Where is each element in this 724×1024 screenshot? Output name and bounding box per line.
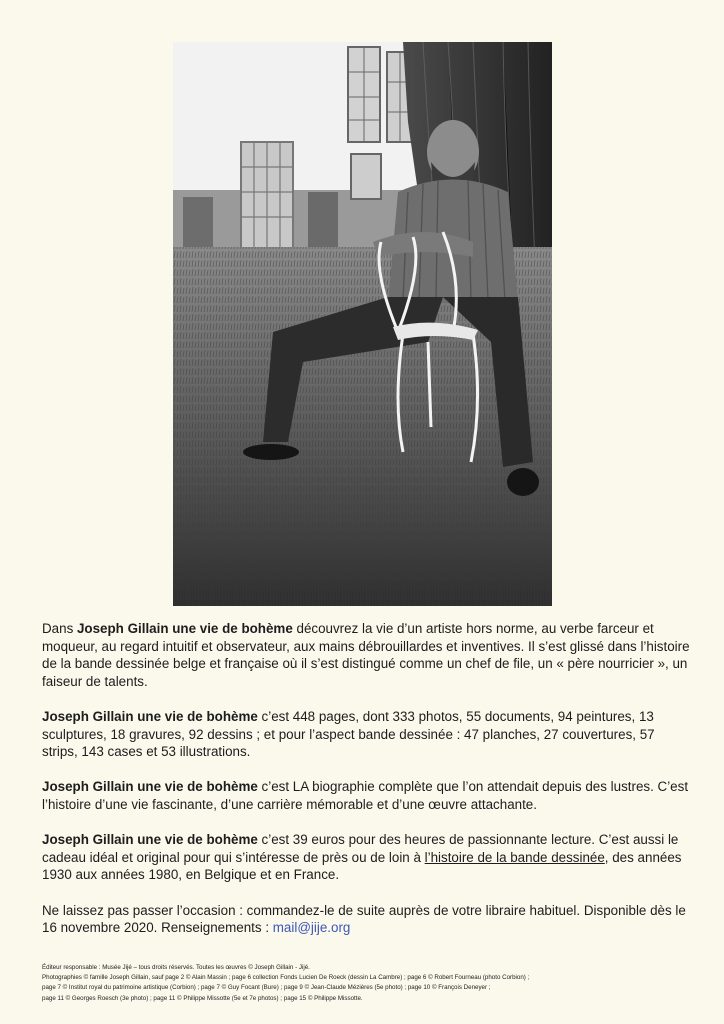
intro-prefix: Dans [42, 621, 77, 636]
book-title: Joseph Gillain une vie de bohème [42, 779, 258, 795]
paragraph-price [42, 831, 692, 884]
author-photo [173, 42, 552, 606]
photo-illustration [173, 42, 552, 606]
history-link[interactable]: l’histoire de la bande dessinée [424, 849, 605, 865]
credits-line: Photographies © famille Joseph Gillain, sauf page 2 © Alain Massin ; page 6 collection Fonds Lucien De Roeck (dessin La Cambre) ; page 6 © Robert Fourneau (photo Corbion) ; [42, 974, 530, 982]
description [42, 620, 692, 954]
price-text: c’est 39 euros pour des heures de passionnante lecture. C’est aussi le cadeau idéal et original pour qui s’intéresse de près ou de loin à [42, 832, 679, 865]
biography-text: c’est LA biographie complète que l’on attendait depuis des lustres. C’est l’histoire d’une vie fascinante, d’une carrière mémorable et d’une œuvre attachante. [42, 779, 689, 812]
contents-text: c’est 448 pages, dont 333 photos, 55 documents, 94 peintures, 13 sculptures, 18 gravures, 92 dessins ; et pour l’aspect bande dessinée : 47 planches, 27 couvertures, 57 strips, 143 cases et 53 illustrations. [42, 708, 655, 760]
credits-line: Éditeur responsable : Musée Jijé – tous droits réservés. Toutes les œuvres © Joseph Gillain - Jijé. [42, 964, 310, 971]
credits-line: page 11 © Georges Roesch (3e photo) ; page 11 © Philippe Missotte (5e et 7e photos) ; page 15 © Philippe Missotte. [42, 994, 363, 1002]
book-title: Joseph Gillain une vie de bohème [42, 708, 258, 724]
closing-text: Ne laissez pas passer l’occasion : commandez-le de suite auprès de votre libraire habituel. Disponible dès le 16 novembre 2020. Renseignements : [42, 902, 686, 936]
credits-line: page 7 © Institut royal du patrimoine artistique (Corbion) ; page 7 © Guy Focant (Bure) ; page 9 © Jean-Claude Mézières (5e photo) ; page 10 © François Deneyer ; [42, 984, 491, 992]
book-title: Joseph Gillain une vie de bohème [42, 832, 258, 848]
email-link[interactable]: mail@jije.org [272, 920, 351, 936]
paragraph-biography [42, 778, 692, 813]
paragraph-intro [42, 620, 692, 690]
price-text-end: , des années 1930 aux années 1980, en Belgique et en France. [42, 849, 682, 883]
intro-text: découvrez la vie d’un artiste hors norme, au verbe farceur et moqueur, au regard intuitif et observateur, aux mains débrouillardes et inventives. Il s’est glissé dans l’histoire de la bande dessinée belge et française où il s’est distingué comme un chef de file, un « père nourricier », un faiseur de talents. [42, 621, 690, 689]
credits [42, 963, 692, 1004]
paragraph-contents [42, 708, 692, 761]
book-title: Joseph Gillain une vie de bohème [76, 621, 293, 636]
paragraph-closing [42, 902, 692, 937]
